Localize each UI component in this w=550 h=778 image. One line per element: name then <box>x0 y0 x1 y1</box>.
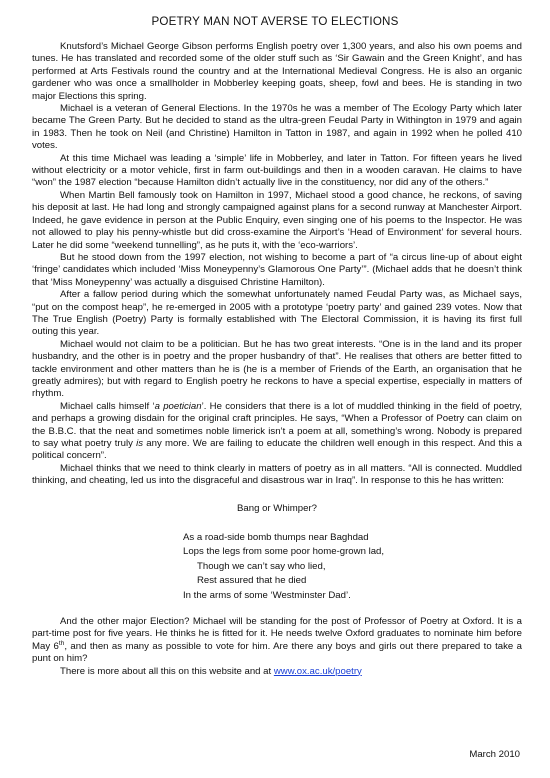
poem-title: Bang or Whimper? <box>237 502 317 514</box>
paragraph-5: But he stood down from the 1997 election, not wishing to become a part of “a circus line-up of about eight ‘fringe’ candidates which included ‘Miss Moneypenny’s Glamorous One Party’”. (Michael adds that he doesn’t think that ‘Miss Moneypenny’ was actually a disguised Christine Hamilton). <box>32 251 522 288</box>
poem-line: Rest assured that he died <box>197 575 307 587</box>
paragraph-8-italic: a poetician <box>154 400 202 412</box>
paragraph-11 <box>32 666 522 678</box>
page-title: POETRY MAN NOT AVERSE TO ELECTIONS <box>151 15 399 28</box>
paragraph-10 <box>32 616 522 666</box>
poem-line: Though we can’t say who lied, <box>197 560 326 572</box>
paragraph-8-text-b: ’. He considers that there is a lot of muddled thinking in the field of poetry, and perhaps a growing disdain for the original craft principles. He says, “When a Professor of Poetry can claim on the B.B.C. that the neat and sometimes noble limerick isn’t a poem at all, something’s wrong. Nobody is prepared to say what poetry truly <box>32 400 522 449</box>
paragraph-11-text: There is more about all this on this website and at <box>60 665 274 677</box>
paragraph-6: After a fallow period during which the somewhat unfortunately named Feudal Party was, as Michael says, “put on the compost heap”, he re-emerged in 2005 with a prototype ‘poetry party’ and gained 239 votes. Now that The True English (Poetry) Party is formally established with The Electoral Commission, it is having its first full outing this year. <box>32 289 522 338</box>
paragraph-8-text-a: Michael calls himself ‘ <box>60 400 155 412</box>
poem-line: In the arms of some ‘Westminster Dad’. <box>183 589 351 601</box>
paragraph-9: Michael thinks that we need to think clearly in matters of poetry as in all matters. “All is connected. Muddled thinking, and cheating, led us into the disgraceful and disastrous war in Iraq”. In response to this he has written: <box>32 462 522 487</box>
paragraph-8 <box>32 401 522 463</box>
paragraph-8-italic-2: is <box>136 438 144 449</box>
poetry-website-link[interactable]: www.ox.ac.uk/poetry <box>273 665 362 677</box>
paragraph-10-text-a: And the other major Election? Michael will be standing for the post of Professor of Poetry at Oxford. It is a part-time post for five years. He thinks he is fitted for it. He needs twelve Oxford graduates to nominate him before May 6 <box>32 616 522 652</box>
paragraph-10-superscript: th <box>58 639 65 647</box>
poem-line: Lops the legs from some poor home-grown lad, <box>183 546 385 558</box>
poem-line: As a road-side bomb thumps near Baghdad <box>183 532 369 544</box>
paragraph-8-text-c: any more. We are failing to educate the children well enough in this respect. And this a political concern”. <box>32 438 522 462</box>
paragraph-2: Michael is a veteran of General Elections. In the 1970s he was a member of The Ecology Party which later became The Green Party. But he decided to stand as the ultra-green Feudal Party in Withington in 1979 and again in 1983. Then he took on Neil (and Christine) Hamilton in Tatton in 1987, and again in 1992 when he polled 410 votes. <box>32 103 522 152</box>
article-body <box>32 41 522 678</box>
paragraph-7: Michael would not claim to be a politician. But he has two great interests. “One is in the land and its proper husbandry, and the other is in poetry and the proper husbandry of that”. He realises that others are better fitted to tackle environment and other matters than he is (he is a member of Friends of the Earth, an organisation that he greatly admires); but with regard to English poetry he reckons to have a special expertise, especially in matters of rhythm. <box>32 338 522 400</box>
paragraph-4: When Martin Bell famously took on Hamilton in 1997, Michael stood a good chance, he reckons, of saving his deposit at last. He had long and strongly campaigned against plans for a second runway at Manchester Airport. Indeed, he gave evidence in person at the Public Enquiry, even singing one of his poems to the Inspector. He was not allowed to play his penny-whistle but did cross-examine the Airport’s ‘Head of Environment’ for several hours. Later he did some “weekend tunnelling”, as he puts it, with the ‘eco-warriors’. <box>32 189 522 251</box>
publication-date: March 2010 <box>469 749 520 760</box>
poem-lines <box>183 531 522 603</box>
poem <box>32 502 522 603</box>
paragraph-10-text-b: , and then as many as possible to vote for him. Are there any boys and girls out there prepared to take a punt on him? <box>32 640 522 665</box>
paragraph-1: Knutsford’s Michael George Gibson performs English poetry over 1,300 years, and also his own poems and tunes. He has translated and recorded some of the older stuff such as ‘Sir Gawain and the Green Knight’, and has performed at Arts Festivals round the country and at the International Medieval Congress. He is also an organic gardener who was once a smallholder in Mobberley keeping goats, sheep, fowl and bees. He is standing in two major Elections this spring. <box>32 41 522 102</box>
paragraph-3: At this time Michael was leading a ‘simple’ life in Mobberley, and later in Tatton. For fifteen years he lived without electricity or a motor vehicle, first in farm out-buildings and then in a wooden caravan. He claims to have “won” the 1987 election “because Hamilton didn’t actually live in the constituency, nor did any of the others.” <box>32 152 522 189</box>
